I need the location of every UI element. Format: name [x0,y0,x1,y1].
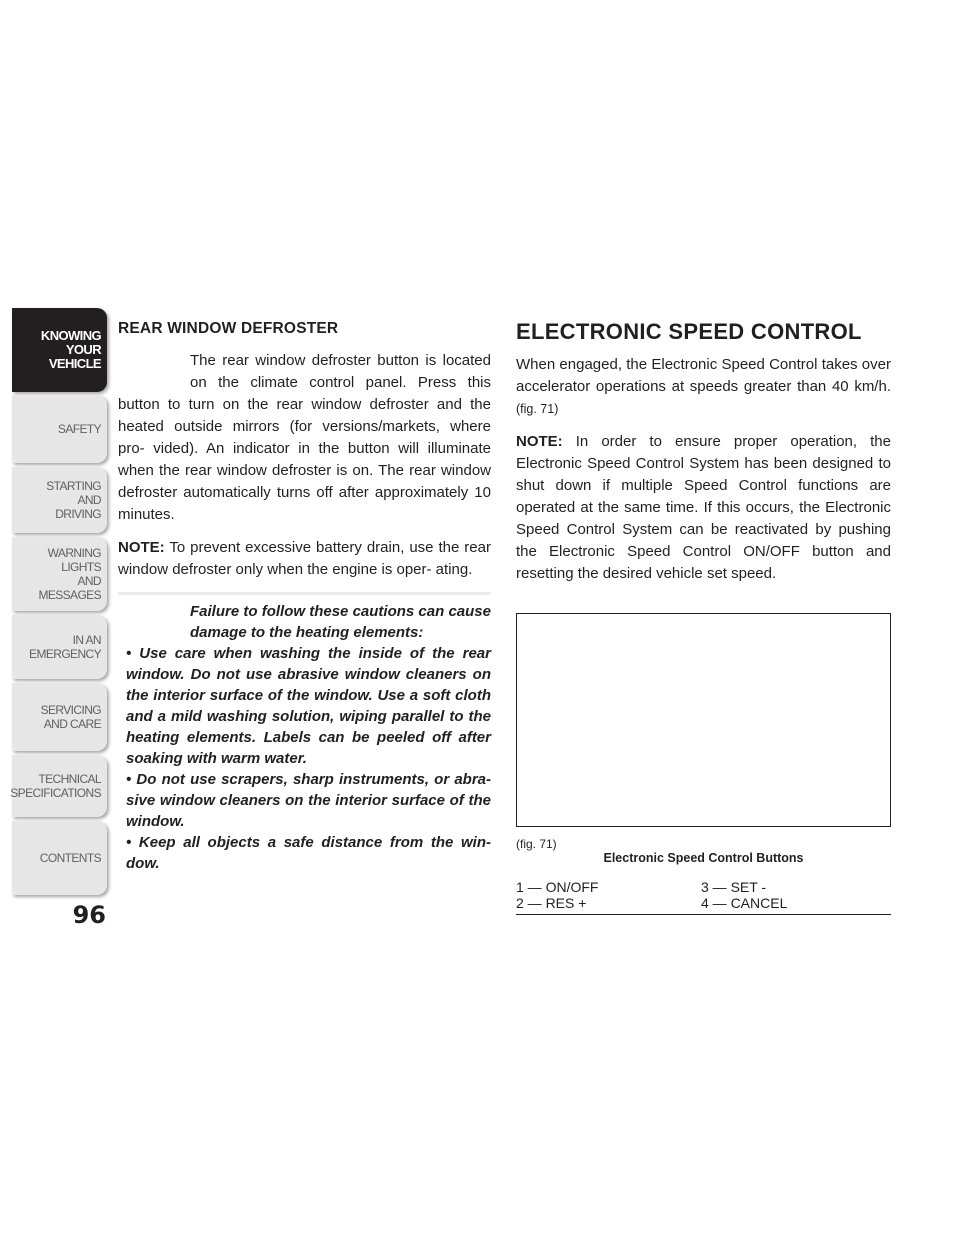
note-label: NOTE: [516,433,563,450]
defroster-button-icon [118,350,190,394]
legend-item: 2 — RES + [516,895,587,911]
tab-label: SAFETY [57,422,101,436]
defroster-note [118,537,491,581]
speed-control-paragraph [516,354,891,420]
defroster-text: The rear window defroster button is located on the climate control panel. Press this button to turn on the rear window defroster and the heated outside mirrors (for versions/markets, where pro- vided). An indicator in the button will illuminate when the rear window defroster is on. The rear window defroster automatically turns off after approximately 10 minutes. [118,352,491,523]
tab-safety[interactable] [12,395,107,463]
note-label: NOTE: [118,539,165,556]
note-text: To prevent excessive battery drain, use the rear window defroster only when the engine is oper- ating. [118,539,491,578]
section-heading-rear-window-defroster: REAR WINDOW DEFROSTER [118,320,339,337]
left-column [118,318,491,874]
legend-item: 1 — ON/OFF [516,879,599,895]
legend-item: 4 — CANCEL [701,895,788,911]
tab-knowing-your-vehicle[interactable] [12,308,107,392]
caution-box [118,592,491,874]
tab-label: SERVICING AND CARE [40,703,101,731]
tab-starting-and-driving[interactable] [12,467,107,533]
tab-contents[interactable] [12,821,107,895]
caution-intro: Failure to follow these cautions can cause damage to the heating elements: [190,603,491,641]
caution-item: • Do not use scrapers, sharp instruments, or abra- sive window cleaners on the interior surface of the window. [126,771,491,830]
section-heading-speed-control: ELECTRONIC SPEED CONTROL [516,319,862,344]
figure-legend [516,879,891,915]
figure-reference-inline: (fig. 71) [516,402,559,416]
right-column [516,318,891,915]
tab-label: CONTENTS [39,851,101,865]
speed-control-text: When engaged, the Electronic Speed Control takes over accelerator operations at speeds greater than 40 km/h. [516,356,891,395]
note-text: In order to ensure proper operation, the Electronic Speed Control System has been designed to shut down if multiple Speed Control functions are operated at the same time. If this occurs, the Electronic Speed Control System can be reactivated by pushing the Electronic Speed Control ON/OFF button and resetting the desired vehicle set speed. [516,433,891,582]
tab-servicing-and-care[interactable] [12,683,107,751]
figure-number: (fig. 71) [516,837,557,851]
speed-control-note [516,431,891,585]
tab-label: WARNING LIGHTS AND MESSAGES [38,546,101,602]
caution-warning-icon [126,601,190,641]
tab-label: IN AN EMERGENCY [29,633,101,661]
legend-item: 3 — SET - [701,879,767,895]
caution-item: • Use care when washing the inside of the rear window. Do not use abrasive window cleaners on the interior surface of the window. Use a soft cloth and a mild washing solution, wiping parallel to the heating elements. Labels can be peeled off after soaking with warm water. [126,645,491,767]
page-number: 96 [72,901,106,929]
tab-in-an-emergency[interactable] [12,615,107,679]
tab-label: STARTING AND DRIVING [46,479,101,521]
tab-warning-lights[interactable] [12,537,107,611]
tab-label: TECHNICAL SPECIFICATIONS [10,772,101,800]
defroster-paragraph [118,350,491,526]
tab-label: KNOWING YOUR VEHICLE [40,328,101,371]
figure-speed-control-buttons [516,613,891,827]
figure-caption: Electronic Speed Control Buttons [603,851,804,865]
tab-technical-specifications[interactable] [12,755,107,817]
caution-item: • Keep all objects a safe distance from the win- dow. [126,834,491,872]
